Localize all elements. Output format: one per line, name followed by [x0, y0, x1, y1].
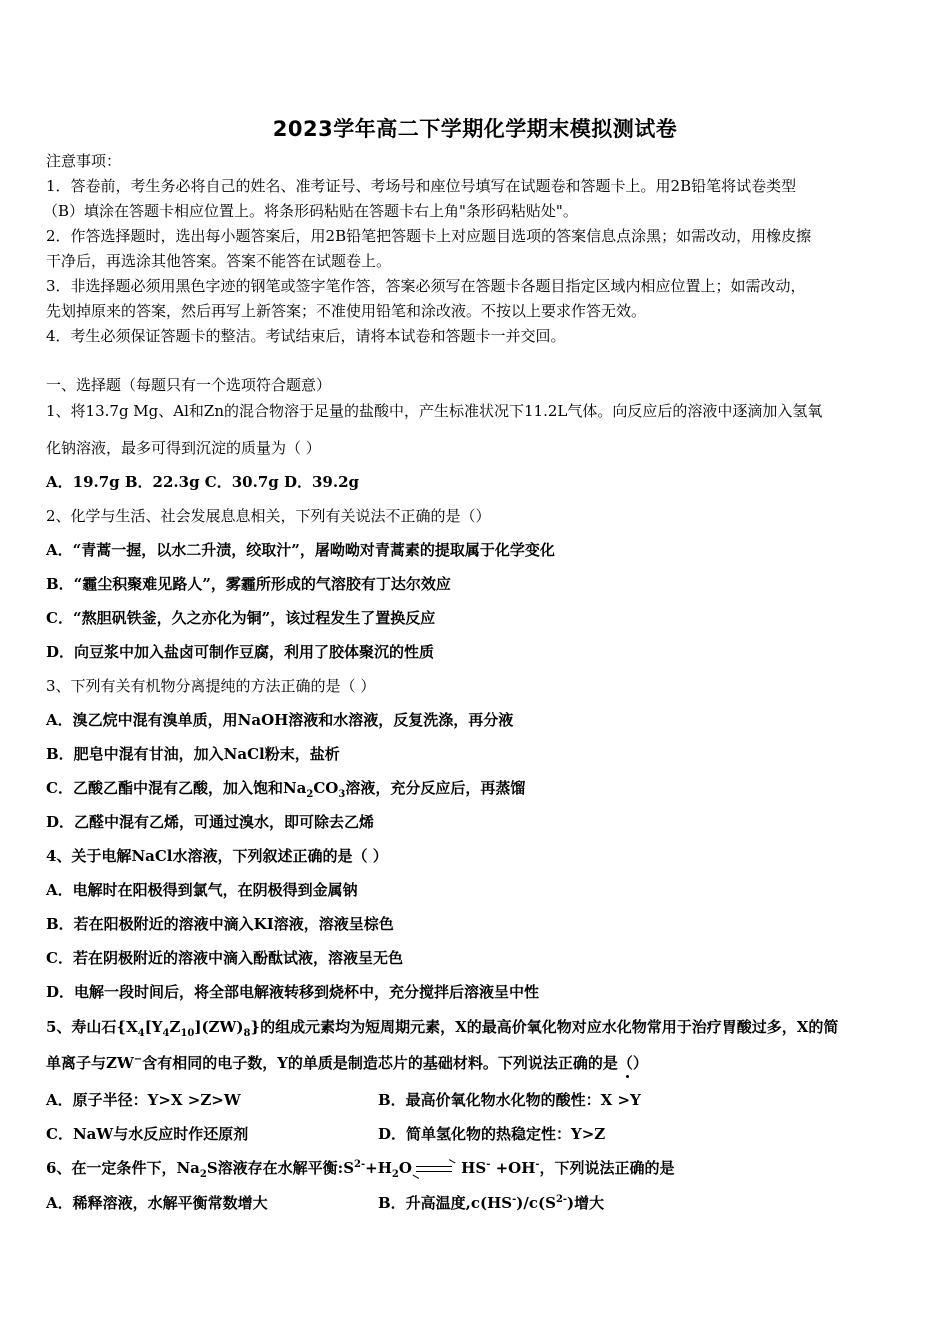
q6-b-text-3: )增大	[567, 1194, 605, 1212]
q3-c-sub-1: 2	[306, 789, 314, 800]
q5-line2-sup: −	[133, 1054, 143, 1065]
q5-line2-text-2: 含有相同的电子数，Y的单质是制造芯片的基础材料。下列说法正确的是（）	[142, 1054, 648, 1072]
notice-heading: 注意事项：	[46, 152, 122, 170]
q6-text-6: +OH	[490, 1159, 536, 1177]
q6-b-sup-2: 2-	[555, 1194, 568, 1205]
q6-text-7: ，下列说法正确的是	[539, 1159, 675, 1177]
q2-option-d: D．向豆浆中加入盐卤可制作豆腐，利用了胶体聚沉的性质	[46, 643, 435, 661]
emphasis-dot	[626, 1075, 629, 1078]
q6-text-3: +H	[365, 1159, 392, 1177]
q6-text-5: HS	[455, 1159, 487, 1177]
q2-option-a: A．“青蒿一握，以水二升渍，绞取汁”，屠呦呦对青蒿素的提取属于化学变化	[46, 541, 555, 559]
q3-c-text-2: CO	[313, 779, 339, 797]
q5-option-b: B．最高价氧化物水化物的酸性：X >Y	[378, 1091, 641, 1109]
q6-text-2: S溶液存在水解平衡:S	[206, 1159, 355, 1177]
q5-line2-text-1: 单离子与ZW	[46, 1054, 134, 1072]
q6-b-text-1: B．升高温度,c(HS	[378, 1194, 513, 1212]
notice-line-1: 1．答卷前，考生务必将自己的姓名、准考证号、考场号和座位号填写在试题卷和答题卡上。用2B铅笔将试卷类型	[46, 177, 797, 195]
q1-options-text: A．19.7g B．22.3g C．30.7g D．39.2g	[46, 473, 360, 491]
notice-line-5: 3．非选择题必须用黑色字迹的钢笔或签字笔作答，答案必须写在答题卡各题目指定区域内相应位置上；如需改动，	[46, 277, 806, 295]
q1-stem-line-1: 1、将13.7g Mg、Al和Zn的混合物溶于足量的盐酸中，产生标准状况下11.2L气体。向反应后的溶液中逐滴加入氢氧	[46, 402, 823, 420]
q6-sup-2: -	[486, 1159, 491, 1170]
q6-sub-2: 2	[391, 1169, 399, 1180]
section-heading: 一、选择题（每题只有一个选项符合题意）	[46, 376, 332, 394]
q6-option-a: A．稀释溶液，水解平衡常数增大	[46, 1194, 268, 1212]
q6-sup-1: 2-	[354, 1159, 366, 1170]
q5-text-1: 5、寿山石{X	[46, 1018, 138, 1036]
q5-sub-4: 8	[243, 1028, 251, 1039]
q3-c-text-1: C．乙酸乙酯中混有乙酸，加入饱和Na	[46, 779, 307, 797]
notice-line-4: 干净后，再选涂其他答案。答案不能答在试题卷上。	[46, 252, 392, 270]
q5-sub-1: 4	[137, 1028, 145, 1039]
q5-sub-3: 10	[180, 1028, 195, 1039]
q5-text-5: }的组成元素均为短周期元素，X的最高价氧化物对应水化物常用于治疗胃酸过多，X的简	[250, 1018, 839, 1036]
q6-sup-3: -	[535, 1159, 540, 1170]
q5-text-3: Z	[169, 1018, 181, 1036]
notice-line-3: 2．作答选择题时，选出每小题答案后，用2B铅笔把答题卡上对应题目选项的答案信息点涂黑；如需改动，用橡皮擦	[46, 227, 812, 245]
q1-options	[46, 472, 359, 492]
q1-stem-line-2: 化钠溶液，最多可得到沉淀的质量为（ ）	[46, 439, 321, 457]
q4-option-a: A．电解时在阳极得到氯气，在阴极得到金属钠	[46, 881, 358, 899]
q2-option-b: B．“霾尘积聚难见路人”，雾霾所形成的气溶胶有丁达尔效应	[46, 575, 451, 593]
q2-option-c: C．“熬胆矾铁釜，久之亦化为铜”，该过程发生了置换反应	[46, 609, 436, 627]
q5-text-2: [Y	[144, 1018, 163, 1036]
q4-option-b: B．若在阳极附近的溶液中滴入KI溶液，溶液呈棕色	[46, 915, 394, 933]
q3-option-c	[46, 778, 525, 798]
q4-stem: 4、关于电解NaCl水溶液，下列叙述正确的是（ ）	[46, 847, 388, 865]
q4-option-d: D．电解一段时间后，将全部电解液转移到烧杯中，充分搅拌后溶液呈中性	[46, 983, 540, 1001]
equilibrium-arrow-icon	[414, 1162, 454, 1176]
q3-c-text-3: 溶液，充分反应后，再蒸馏	[345, 779, 526, 797]
q3-option-b: B．肥皂中混有甘油，加入NaCl粉末，盐析	[46, 745, 340, 763]
q6-sub-1: 2	[199, 1169, 207, 1180]
notice-line-2: （B）填涂在答题卡相应位置上。将条形码粘贴在答题卡右上角"条形码粘贴处"。	[43, 202, 578, 220]
q5-option-d: D．简单氢化物的热稳定性：Y>Z	[378, 1125, 606, 1143]
q6-text-1: 6、在一定条件下，Na	[46, 1159, 200, 1177]
q2-stem: 2、化学与生活、社会发展息息相关，下列有关说法不正确的是（）	[46, 507, 491, 525]
q6-b-sup-1: -	[512, 1194, 517, 1205]
q4-option-c: C．若在阴极附近的溶液中滴入酚酞试液，溶液呈无色	[46, 949, 403, 967]
q3-stem: 3、下列有关有机物分离提纯的方法正确的是（ ）	[46, 677, 376, 695]
notice-line-6: 先划掉原来的答案，然后再写上新答案；不准使用铅笔和涂改液。不按以上要求作答无效。	[46, 302, 647, 320]
notice-line-7: 4．考生必须保证答题卡的整洁。考试结束后，请将本试卷和答题卡一并交回。	[46, 327, 566, 345]
q5-text-4: ](ZW)	[194, 1018, 244, 1036]
page-title: 2023学年高二下学期化学期末模拟测试卷	[272, 117, 678, 141]
q5-option-c: C．NaW与水反应时作还原剂	[46, 1125, 249, 1143]
q5-sub-2: 4	[162, 1028, 170, 1039]
q6-text-4: O	[398, 1159, 412, 1177]
q3-option-d: D．乙醛中混有乙烯，可通过溴水，即可除去乙烯	[46, 813, 375, 831]
q6-option-b	[378, 1193, 604, 1213]
q6-stem	[46, 1158, 675, 1178]
q3-c-sub-2: 3	[338, 789, 346, 800]
q5-stem-line-2	[46, 1053, 648, 1073]
q5-stem-line-1	[46, 1017, 838, 1037]
q3-option-a: A．溴乙烷中混有溴单质，用NaOH溶液和水溶液，反复洗涤，再分液	[46, 711, 514, 729]
q5-option-a: A．原子半径：Y>X >Z>W	[46, 1091, 241, 1109]
q6-b-text-2: )/c(S	[516, 1194, 556, 1212]
